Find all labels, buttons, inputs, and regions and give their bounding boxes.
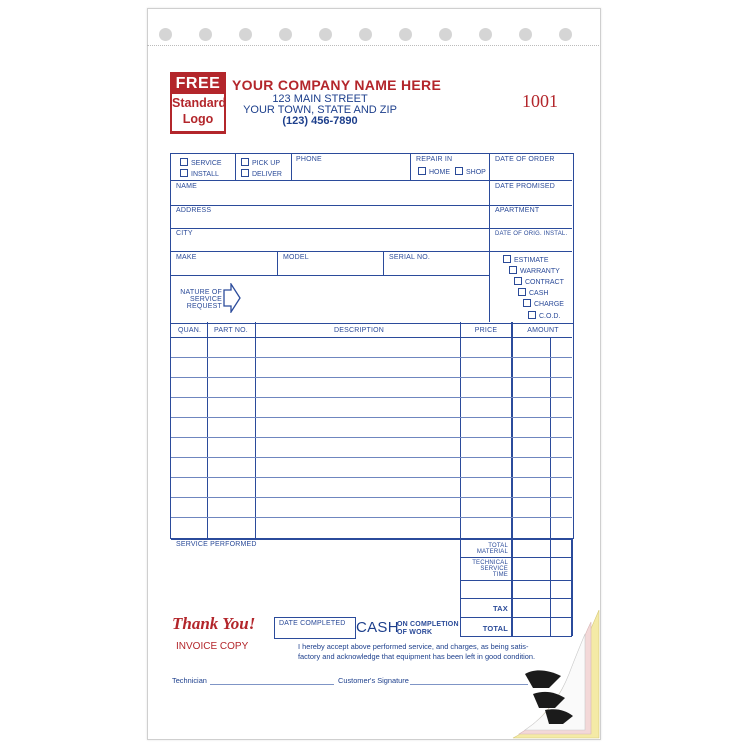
rule	[171, 228, 572, 229]
checkbox-label: HOME	[429, 169, 450, 176]
technical-label-2: SERVICE	[480, 566, 508, 572]
checkbox-label: SHOP	[466, 169, 486, 176]
binding-hole	[439, 28, 452, 41]
on-completion-label-2: OF WORK	[397, 629, 433, 636]
col-header-quan: QUAN.	[178, 327, 202, 334]
logo-standard: Standard	[172, 96, 227, 110]
checkbox-icon	[455, 167, 463, 175]
checkbox-label: INSTALL	[191, 171, 219, 178]
make-label: MAKE	[176, 254, 197, 261]
table-row-rule	[171, 457, 572, 458]
checkbox-icon	[241, 158, 249, 166]
checkbox-icon	[180, 169, 188, 177]
city-label: CITY	[176, 230, 193, 237]
checkbox-label: WARRANTY	[520, 268, 560, 275]
checkbox-label: ESTIMATE	[514, 257, 549, 264]
nature-label-2: SERVICE	[189, 296, 222, 303]
checkbox-warranty[interactable]	[509, 266, 560, 275]
binding-hole	[399, 28, 412, 41]
checkbox-contract[interactable]	[514, 277, 564, 286]
checkbox-home[interactable]	[418, 167, 450, 176]
rule	[207, 322, 208, 538]
technical-label-1: TECHNICAL	[472, 560, 508, 566]
checkbox-label: PICK UP	[252, 160, 281, 167]
col-header-description: DESCRIPTION	[333, 327, 385, 334]
rule	[410, 154, 411, 180]
rule	[255, 322, 256, 538]
table-row-rule	[171, 437, 572, 438]
checkbox-charge[interactable]	[523, 299, 564, 308]
checkbox-install[interactable]	[180, 169, 219, 178]
company-city: YOUR TOWN, STATE AND ZIP	[243, 104, 397, 116]
rule	[171, 275, 489, 276]
phone-label: PHONE	[296, 156, 322, 163]
thank-you-text: Thank You!	[172, 614, 256, 633]
col-header-part-no: PART NO.	[214, 327, 248, 334]
serial-no-label: SERIAL NO.	[389, 254, 431, 261]
rule	[511, 322, 513, 636]
disclaimer-line-1: I hereby accept above performed service, and charges, as being satis-	[298, 642, 529, 651]
total-material-label-1: TOTAL	[488, 543, 508, 549]
checkbox-label: CONTRACT	[525, 279, 564, 286]
checkbox-icon	[180, 158, 188, 166]
checkbox-icon	[509, 266, 517, 274]
checkbox-cash[interactable]	[518, 288, 548, 297]
logo-body	[172, 94, 227, 131]
model-label: MODEL	[283, 254, 309, 261]
checkbox-cod[interactable]	[528, 311, 560, 320]
binding-hole	[199, 28, 212, 41]
table-row-rule	[171, 477, 572, 478]
rule	[171, 180, 572, 181]
total-label: TOTAL	[482, 624, 508, 633]
cash-label: CASH	[356, 619, 399, 636]
binding-hole	[479, 28, 492, 41]
nature-label-3: REQUEST	[186, 303, 222, 310]
checkbox-icon	[503, 255, 511, 263]
rule	[291, 154, 292, 180]
technical-label-3: TIME	[492, 572, 508, 578]
parts-table	[170, 322, 574, 539]
col-header-amount: AMOUNT	[527, 327, 559, 334]
arrow-right-icon	[223, 283, 241, 313]
checkbox-label: SERVICE	[191, 160, 222, 167]
rule	[550, 337, 551, 636]
checkbox-icon	[528, 311, 536, 319]
binding-hole	[319, 28, 332, 41]
date-of-order-label: DATE OF ORDER	[495, 156, 555, 163]
form-number: 1001	[522, 91, 558, 111]
rule	[460, 557, 572, 558]
table-row-rule	[171, 377, 572, 378]
company-street: 123 MAIN STREET	[272, 93, 368, 105]
date-completed-label: DATE COMPLETED	[279, 620, 346, 627]
rule	[383, 251, 384, 275]
checkbox-deliver[interactable]	[241, 169, 282, 178]
total-material-label-2: MATERIAL	[476, 549, 508, 555]
binding-hole	[519, 28, 532, 41]
rule	[489, 154, 490, 322]
on-completion-label-1: ON COMPLETION	[397, 621, 459, 628]
company-name: YOUR COMPANY NAME HERE	[232, 77, 442, 93]
checkbox-icon	[241, 169, 249, 177]
table-row-rule	[171, 517, 572, 518]
logo-logo: Logo	[182, 112, 214, 126]
binding-hole	[279, 28, 292, 41]
perforation-line	[147, 45, 599, 46]
tax-label: TAX	[492, 604, 508, 613]
checkbox-icon	[418, 167, 426, 175]
checkbox-label: CHARGE	[534, 301, 564, 308]
rule	[277, 251, 278, 275]
apartment-label: APARTMENT	[495, 207, 540, 214]
checkbox-label: CASH	[529, 290, 549, 297]
customer-signature-label: Customer's Signature	[338, 676, 409, 685]
name-label: NAME	[176, 183, 198, 190]
binding-hole	[159, 28, 172, 41]
rule	[171, 205, 572, 206]
checkbox-icon	[514, 277, 522, 285]
nature-label-1: NATURE OF	[180, 289, 222, 296]
rule	[460, 322, 461, 538]
rule	[460, 598, 572, 599]
invoice-copy-label: INVOICE COPY	[176, 641, 249, 652]
company-phone: (123) 456-7890	[282, 115, 358, 127]
rule	[171, 251, 572, 252]
service-performed-label: SERVICE PERFORMED	[176, 541, 257, 548]
checkbox-icon	[518, 288, 526, 296]
date-orig-instal-label: DATE OF ORIG. INSTAL.	[495, 231, 568, 237]
technician-label: Technician	[172, 676, 207, 685]
address-label: ADDRESS	[176, 207, 212, 214]
binding-hole	[359, 28, 372, 41]
logo-box	[170, 72, 226, 134]
repair-in-label: REPAIR IN	[416, 156, 453, 163]
col-header-price: PRICE	[474, 327, 498, 334]
date-promised-label: DATE PROMISED	[495, 183, 556, 190]
table-row-rule	[171, 397, 572, 398]
binding-hole	[559, 28, 572, 41]
checkbox-label: C.O.D.	[539, 313, 561, 320]
rule	[235, 154, 236, 180]
checkbox-pickup[interactable]	[241, 158, 280, 167]
checkbox-shop[interactable]	[455, 167, 486, 176]
checkbox-label: DELIVER	[252, 171, 282, 178]
checkbox-estimate[interactable]	[503, 255, 548, 264]
checkbox-service[interactable]	[180, 158, 222, 167]
disclaimer-line-2: factory and acknowledge that equipment has been left in good condition.	[298, 652, 536, 661]
checkbox-icon	[523, 299, 531, 307]
table-row-rule	[171, 497, 572, 498]
rule	[171, 538, 572, 540]
technician-signature-line[interactable]	[210, 684, 334, 685]
binding-hole	[239, 28, 252, 41]
rule	[460, 538, 461, 636]
logo-free: FREE	[175, 75, 221, 92]
table-row-rule	[171, 417, 572, 418]
page-curl-copies	[505, 610, 605, 745]
table-row-rule	[171, 357, 572, 358]
rule	[460, 580, 572, 581]
